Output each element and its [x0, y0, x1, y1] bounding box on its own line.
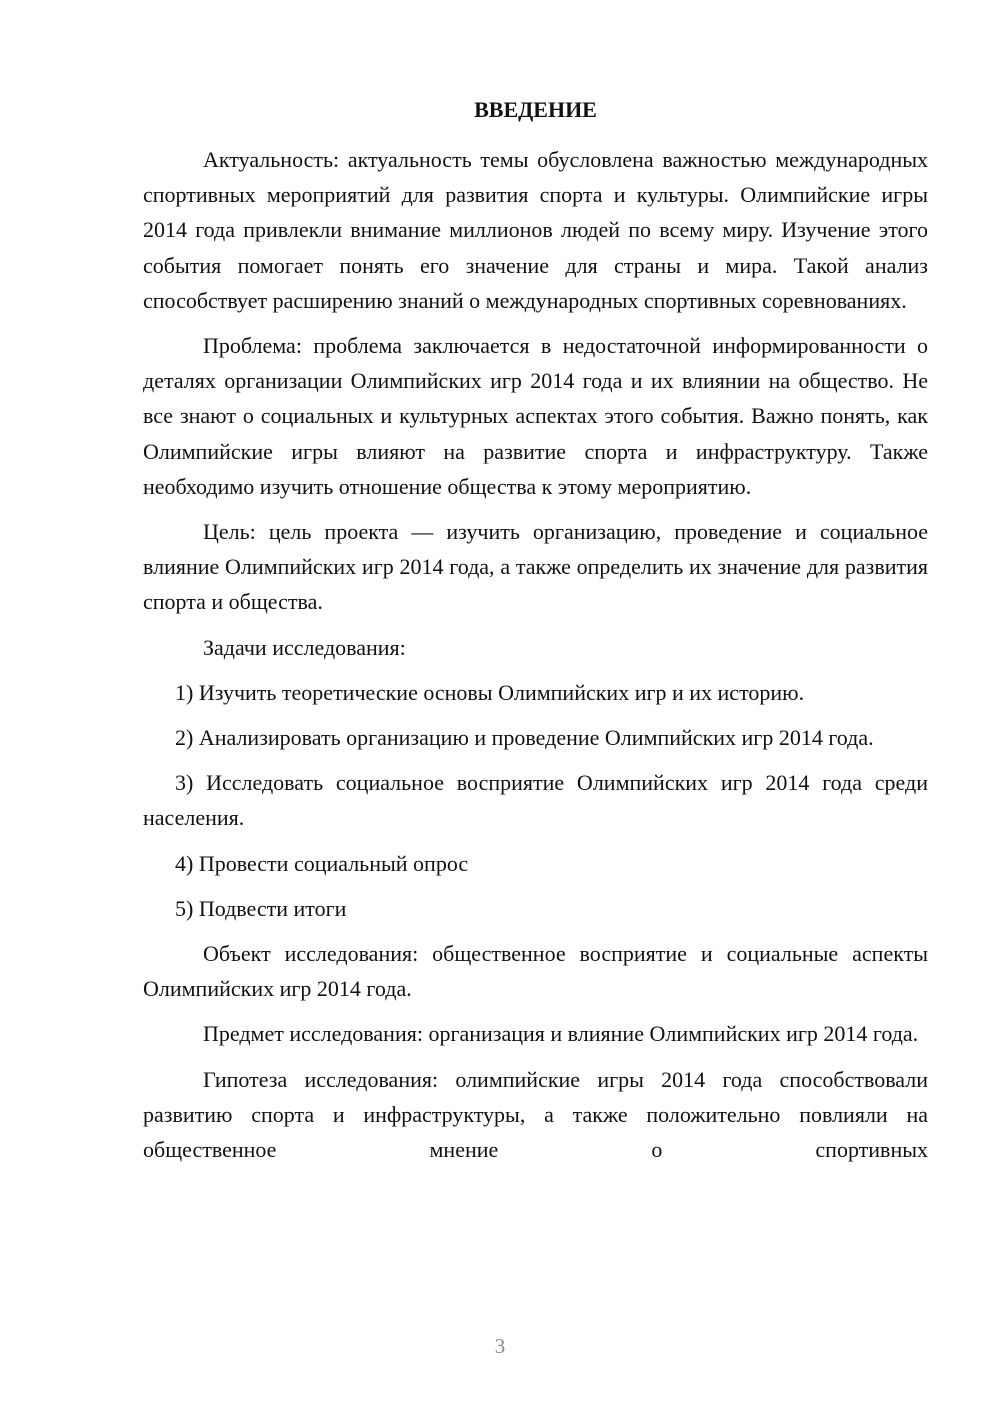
task-item-2: 2) Анализировать организацию и проведение Олимпийских игр 2014 года. [175, 725, 874, 751]
goal-paragraph: Цель: цель проекта — изучить организацию, проведение и социальное влияние Олимпийских игр 2014 года, а также определить их значение для развития спорта и общества. [143, 519, 928, 615]
problem-paragraph: Проблема: проблема заключается в недостаточной информированности о деталях организации Олимпийских игр 2014 года и их влиянии на общество. Не все знают о социальных и культурных аспектах этого события. Важно понять, как Олимпийские игры влияют на развитие спорта и инфраструктуру. Также необходимо изучить отношение общества к этому мероприятию. [143, 333, 928, 499]
page-title: ВВЕДЕНИЕ [474, 97, 597, 122]
relevance-paragraph: Актуальность: актуальность темы обусловлена важностью международных спортивных мероприятий для развития спорта и культуры. Олимпийские игры 2014 года привлекли внимание миллионов людей по всему миру. Изучение этого события помогает понять его значение для страны и мира. Такой анализ способствует расширению знаний о международных спортивных соревнованиях. [143, 147, 928, 313]
task-item-5: 5) Подвести итоги [175, 895, 347, 921]
page-body [143, 96, 928, 1177]
tasks-title: Задачи исследования: [203, 634, 406, 660]
task-item-1: 1) Изучить теоретические основы Олимпийских игр и их историю. [175, 679, 805, 705]
object-paragraph: Объект исследования: общественное восприятие и социальные аспекты Олимпийских игр 2014 года. [143, 941, 928, 1002]
hypothesis-paragraph: Гипотеза исследования: олимпийские игры 2014 года способствовали развитию спорта и инфраструктуры, а также положительно повлияли на общественное мнение о спортивных [143, 1066, 928, 1163]
page-number: 3 [494, 1334, 506, 1358]
subject-paragraph: Предмет исследования: организация и влияние Олимпийских игр 2014 года. [203, 1021, 919, 1047]
task-item-3: 3) Исследовать социальное восприятие Олимпийских игр 2014 года среди населения. [143, 770, 928, 831]
task-item-4: 4) Провести социальный опрос [175, 850, 469, 876]
